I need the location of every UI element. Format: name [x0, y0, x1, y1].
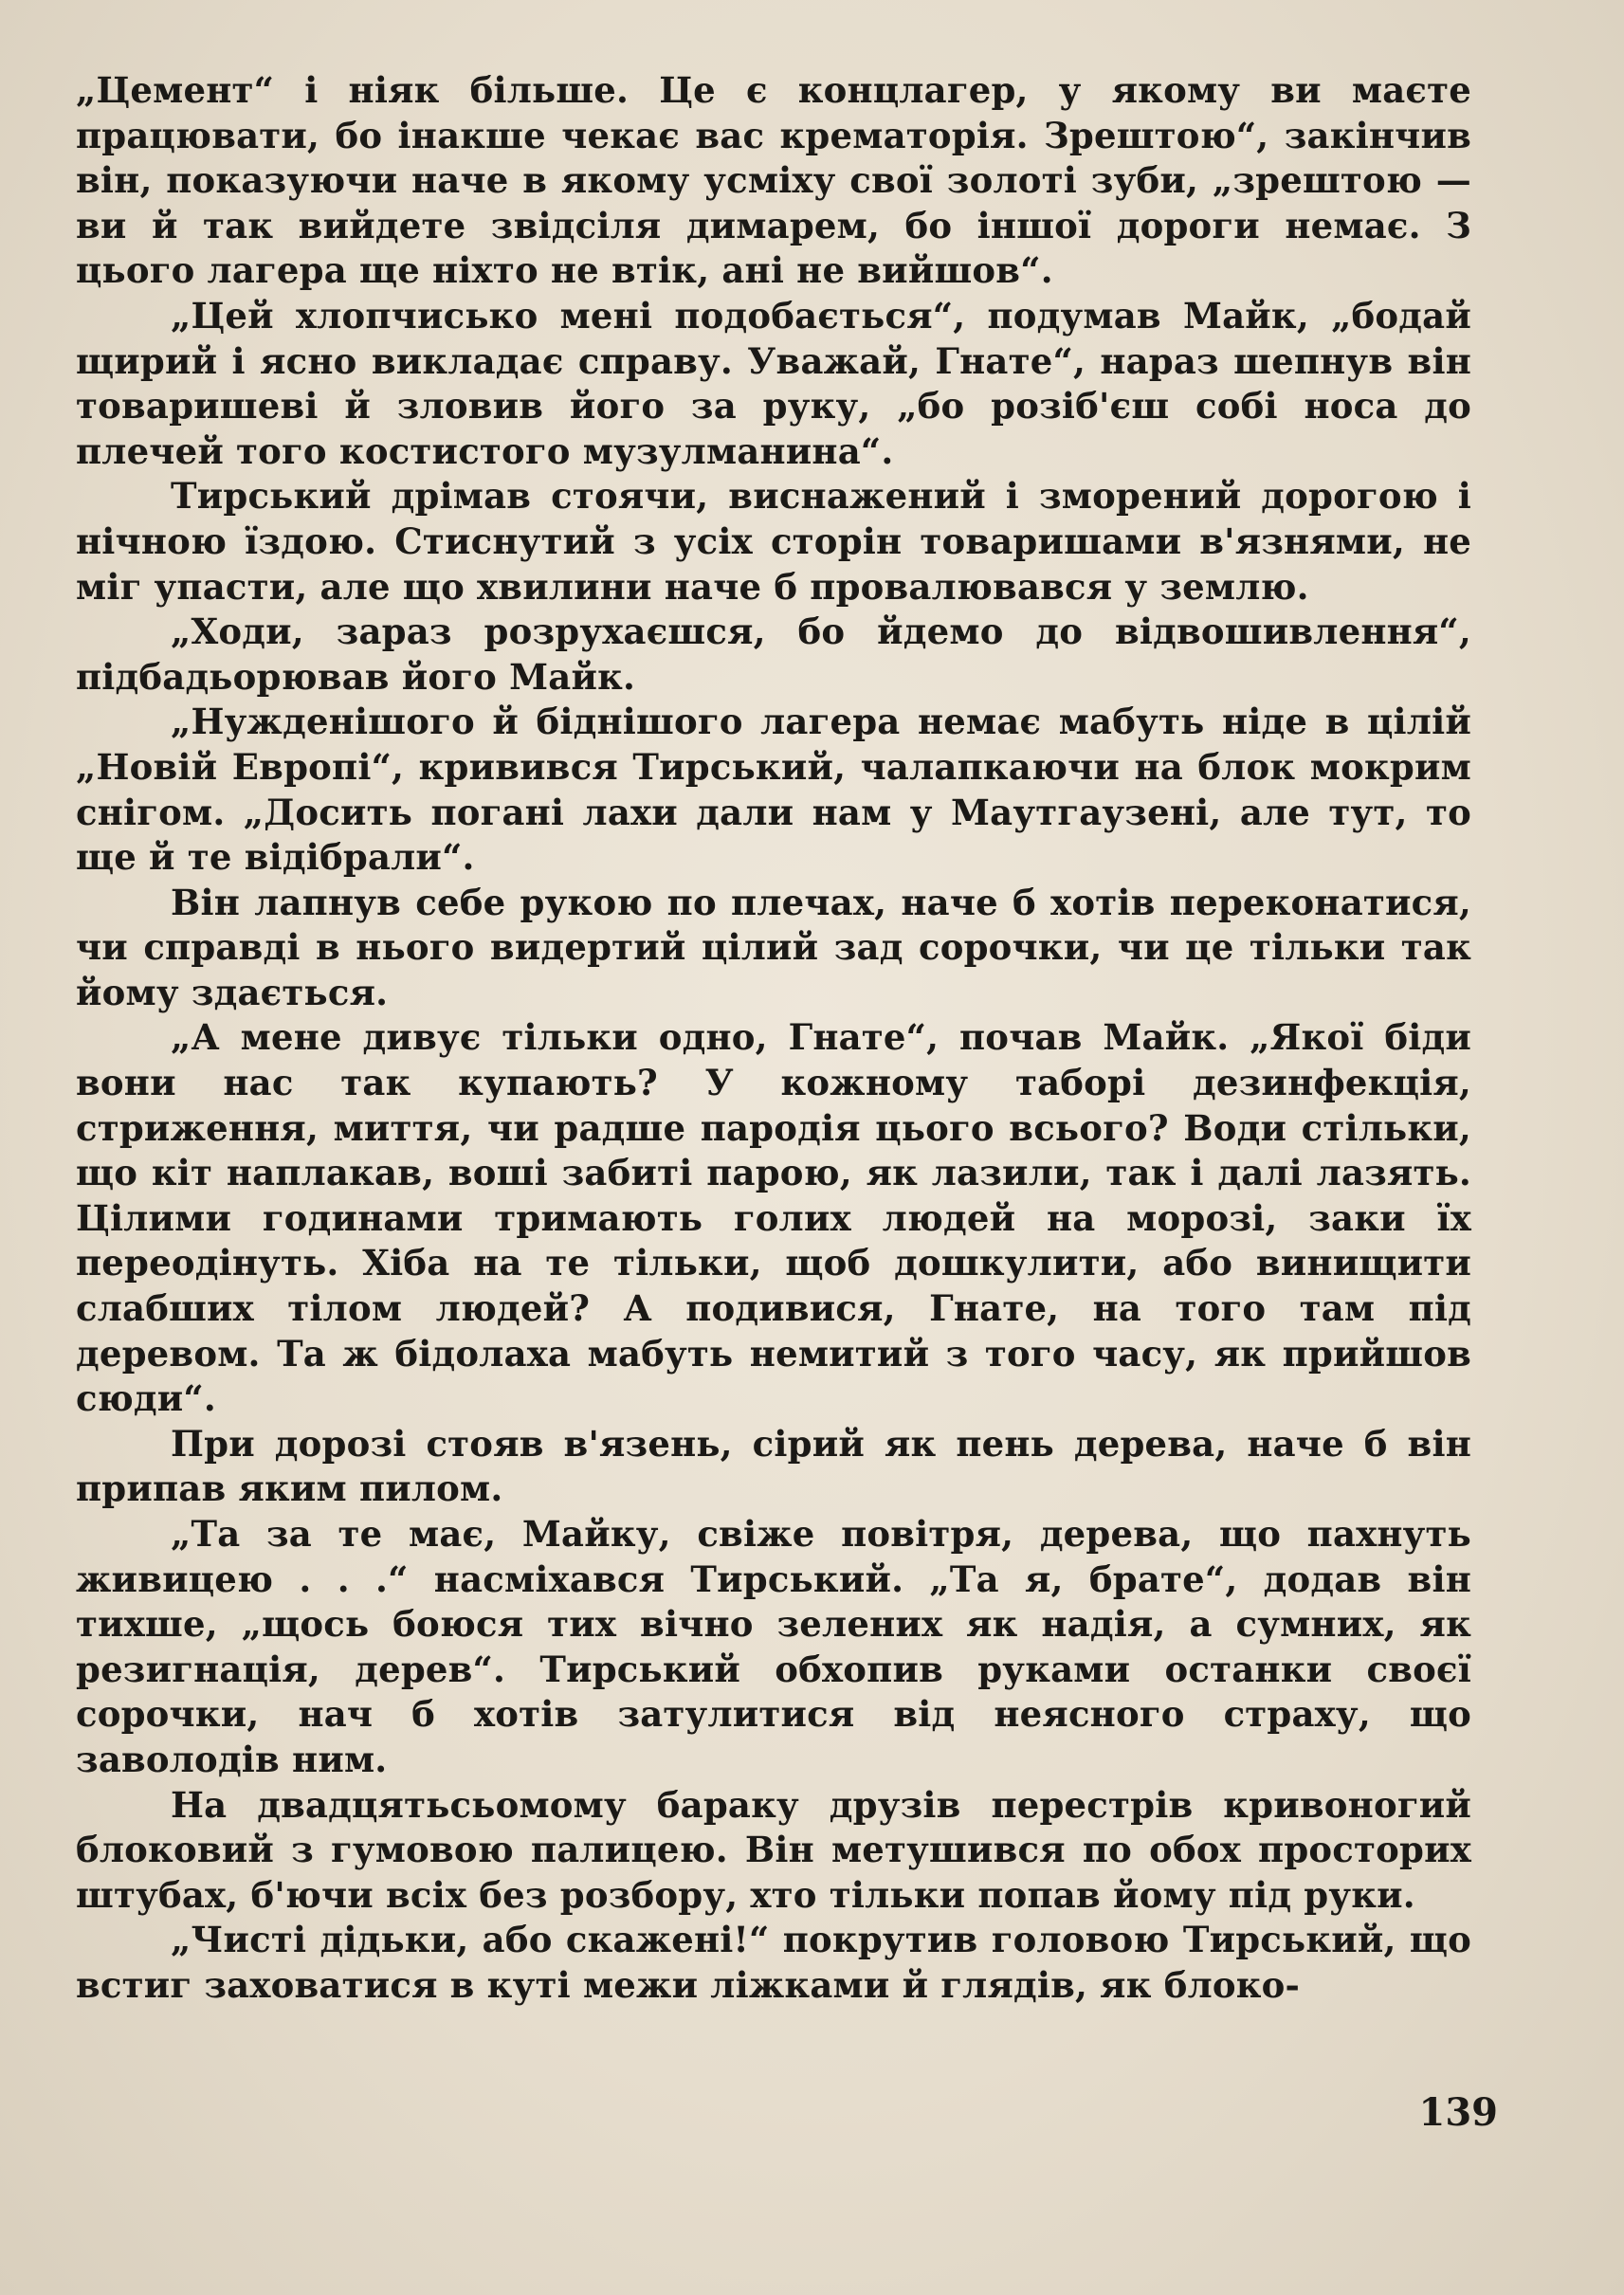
paragraph-6: Він лапнув себе рукою по плечах, наче б хотів переконатися, чи справді в нього видертий цілий зад сорочки, чи це тільки так йому здається. [76, 881, 1471, 1013]
page-number: 139 [1418, 2090, 1498, 2135]
paragraph-8: При дорозі стояв в'язень, сірий як пень дерева, наче б він припав яким пилом. [76, 1422, 1471, 1510]
paragraph-11: „Чисті дідьки, або скажені!“ покрутив головою Тирський, що встиг заховатися в куті межи ліжками й глядів, як блоко- [76, 1919, 1471, 2006]
paragraph-4: „Ходи, зараз розрухаєшся, бо йдемо до відвошивлення“, підбадьорював його Майк. [76, 610, 1471, 698]
paragraph-5: „Нужденішого й біднішого лагера немає мабуть ніде в цілій „Новій Европі“, кривився Тирський, чалапкаючи на блок мокрим снігом. „Досить погані лахи дали нам у Маутгаузені, але тут, то ще й те відібрали“. [76, 701, 1471, 879]
paragraph-10: На двадцятьсьомому бараку друзів перестрів кривоногий блоковий з гумовою палицею. Він метушився по обох просторих штубах, б'ючи всіх без розбору, хто тільки попав йому під руки. [76, 1783, 1471, 1916]
paragraph-9: „Та за те має, Майку, свіже повітря, дерева, що пахнуть живицею . . .“ насміхався Тирський. „Та я, брате“, додав він тихше, „щось боюся тих вічно зелених як надія, а сумних, як резигнація, дерев“. Тирський обхопив руками останки своєї сорочки, нач б хотів затулитися від неясного страху, що заволодів ним. [76, 1513, 1471, 1780]
body-text [76, 68, 1471, 2009]
paragraph-3: Тирський дрімав стоячи, виснажений і зморений дорогою і нічною їздою. Стиснутий з усіх сторін товаришами в'язнями, не міг упасти, але що хвилини наче б провалювався у землю. [76, 475, 1471, 608]
paragraph-1: „Цемент“ і ніяк більше. Це є концлагер, у якому ви маєте працювати, бо інакше чекає вас крематорія. Зрештою“, закінчив він, показуючи наче в якому усміху свої золоті зуби, „зрештою — ви й так вийдете звідсіля димарем, бо іншої дороги немає. З цього лагера ще ніхто не втік, ані не вийшов“. [76, 69, 1471, 292]
paragraph-2: „Цей хлопчисько мені подобається“, подумав Майк, „бодай щирий і ясно викладає справу. Уважай, Гнате“, нараз шепнув він товаришеві й зловив його за руку, „бо розіб'єш собі носа до плечей того костистого музулманина“. [76, 294, 1471, 472]
paragraph-7: „А мене дивує тільки одно, Гнате“, почав Майк. „Якої біди вони нас так купають? У кожному таборі дезинфекція, стриження, миття, чи радше пародія цього всього? Води стільки, що кіт наплакав, воші забиті парою, як лазили, так і далі лазять. Цілими годинами тримають голих людей на морозі, заки їх переодінуть. Хіба на те тільки, щоб дошкулити, або винищити слабших тілом людей? А подивися, Гнате, на того там під деревом. Та ж бідолаха мабуть немитий з того часу, як прийшов сюди“. [76, 1016, 1471, 1420]
